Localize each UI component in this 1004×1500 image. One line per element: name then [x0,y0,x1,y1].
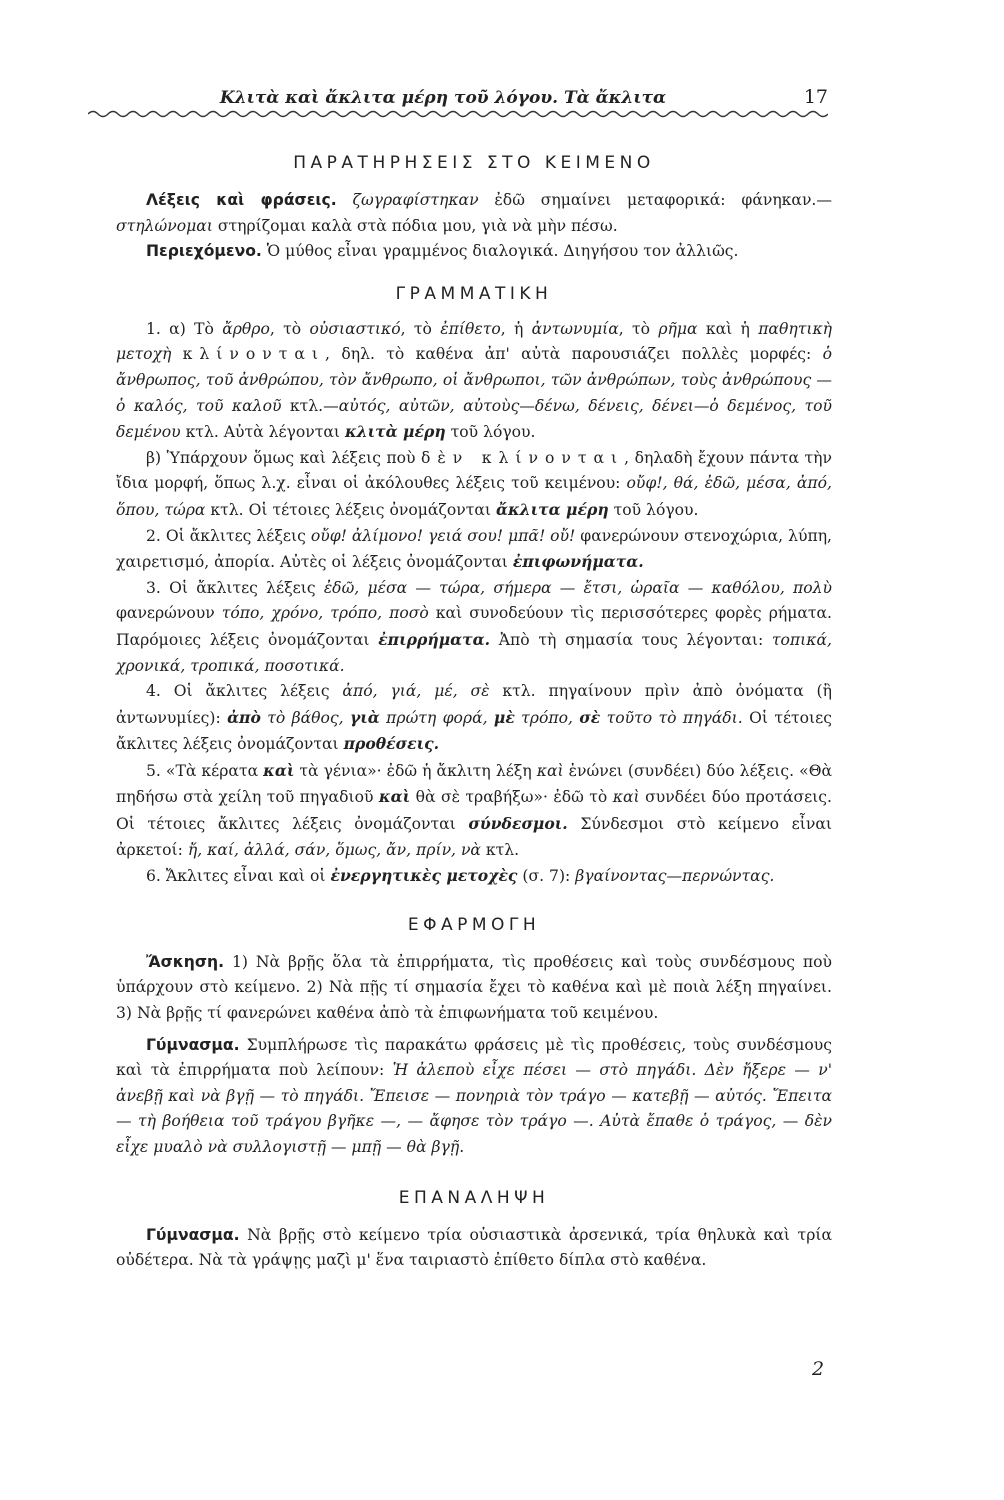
label-content: Περιεχόμενο. [146,242,262,261]
paragraph-drill-fill-in: Γύμνασμα. Συμπλήρωσε τὶς παρακάτω φράσεις μὲ τὶς προθέσεις, τοὺς συνδέσμους καὶ τὰ ἐπιρρήματα ποὺ λείπουν: Ἡ ἀλεποὺ εἶχε πέσει — στὸ πηγάδι. Δὲν ἤξερε — ν' ἀνεβῇ καὶ νὰ βγῇ — τὸ πηγάδι. Ἔπεισε — πονηριὰ τὸν τράγο — κατεβῇ — αὐτός. Ἔπειτα — τὴ βοήθεια τοῦ τράγου βγῆκε —, — ἄφησε τὸν τράγο —. Αὐτὰ ἔπαθε ὁ τράγος, — δὲν εἶχε μυαλὸ νὰ συλλογιστῇ — μπῇ — θὰ βγῇ. [116,1035,833,1156]
paragraph-grammar-4: 4. Οἱ ἄκλιτες λέξεις ἀπό, γιά, μέ, σὲ κτλ. πηγαίνουν πρὶν ἀπὸ ὀνόματα (ἢ ἀντωνυμίες): ἀπὸ τὸ βάθος, γιὰ πρώτη φορά, μὲ τρόπο, σὲ τοῦτο τὸ πηγάδι. Οἱ τέτοιες ἄκλιτες λέξεις ὀνομάζονται προθέσεις. [116,682,832,754]
heading-application: ΕΦΑΡΜΟΓΗ [407,914,541,935]
label-drill: Γύμνασμα. [146,1035,240,1054]
signature-mark: 2 [812,1358,825,1380]
page-body [116,150,832,1274]
paragraph-grammar-5: 5. «Τὰ κέρατα καὶ τὰ γένια»· ἐδῶ ἡ ἄκλιτη λέξη καὶ ἑνώνει (συνδέει) δύο λέξεις. «Θὰ πηδήσω στὰ χείλη τοῦ πηγαδιοῦ καὶ θὰ σὲ τραβήξω»· ἐδῶ τὸ καὶ συνδέει δύο προτάσεις. Οἱ τέτοιες ἄκλιτες λέξεις ὀνομάζονται σύνδεσμοι. Σύνδεσμοι στὸ κείμενο εἶναι ἀρκετοί: ἤ, καί, ἀλλά, σάν, ὅμως, ἄν, πρίν, νὰ κτλ. [116,760,833,859]
heading-grammar: ΓΡΑΜΜΑΤΙΚΗ [395,283,553,304]
wavy-rule [88,108,828,120]
label-exercise: Ἄσκηση. [146,952,225,971]
heading-review: ΕΠΑΝΑΛΗΨΗ [398,1187,550,1208]
page-number: 17 [803,86,828,108]
paragraph-grammar-2: 2. Οἱ ἄκλιτες λέξεις οὔφ! ἀλίμονο! γειά σου! μπᾶ! οὔ! φανερώνουν στενοχώρια, λύπη, χαιρετισμό, ἀπορία. Αὐτὲς οἱ λέξεις ὀνομάζονται ἐπιφωνήματα. [116,526,833,572]
paragraph-exercise: Ἄσκηση. 1) Νὰ βρῇς ὅλα τὰ ἐπιρρήματα, τὶς προθέσεις καὶ τοὺς συνδέσμους ποὺ ὑπάρχουν στὸ κείμενο. 2) Νὰ πῇς τί σημασία ἔχει τὸ καθένα καὶ μὲ ποιὰ λέξη πηγαίνει. 3) Νὰ βρῇς τί φανερώνει καθένα ἀπὸ τὰ ἐπιφωνήματα τοῦ κειμένου. [116,952,832,1023]
paragraph-grammar-1b: β) Ὑπάρχουν ὅμως καὶ λέξεις ποὺ δὲν κλίνονται, δηλαδὴ ἔχουν πάντα τὴν ἴδια μορφή, ὅπως λ.χ. εἶναι οἱ ἀκόλουθες λέξεις τοῦ κειμένου: οὔφ!, θά, ἐδῶ, μέσα, ἀπό, ὅπου, τώρα κτλ. Οἱ τέτοιες λέξεις ὀνομάζονται ἄκλιτα μέρη τοῦ λόγου. [116,448,832,519]
paragraph-grammar-6: 6. Ἄκλιτες εἶναι καὶ οἱ ἐνεργητικὲς μετοχὲς (σ. 7): βγαίνοντας—περνώντας. [146,866,775,886]
running-title: Κλιτὰ καὶ ἄκλιτα μέρη τοῦ λόγου. Τὰ ἄκλιτα [219,88,667,108]
running-header [118,86,828,116]
paragraph-grammar-3: 3. Οἱ ἄκλιτες λέξεις ἐδῶ, μέσα — τώρα, σήμερα — ἔτσι, ὡραῖα — καθόλου, πολὺ φανερώνουν τόπο, χρόνο, τρόπο, ποσὸ καὶ συνοδεύουν τὶς περισσότερες φορὲς ρήματα. Παρόμοιες λέξεις ὀνομάζονται ἐπιρρήματα. Ἀπὸ τὴ σημασία τους λέγονται: τοπικά, χρονικά, τροπικά, ποσοτικά. [116,578,833,675]
heading-observations: ΠΑΡΑΤΗΡΗΣΕΙΣ ΣΤΟ ΚΕΙΜΕΝΟ [293,153,655,173]
label-words-phrases: Λέξεις καὶ φράσεις. [146,191,337,209]
paragraph-content: Περιεχόμενο. Ὁ μύθος εἶναι γραμμένος διαλογικά. Διηγήσου τον ἀλλιῶς. [146,242,739,261]
paragraph-grammar-1a: 1. α) Τὸ ἄρθρο, τὸ οὐσιαστικό, τὸ ἐπίθετο, ἡ ἀντωνυμία, τὸ ρῆμα καὶ ἡ παθητικὴ μετοχὴ κλίνονται, δηλ. τὸ καθένα ἀπ' αὐτὰ παρουσιάζει πολλὲς μορφές: ὁ ἄνθρωπος, τοῦ ἀνθρώπου, τὸν ἄνθρωπο, οἱ ἄνθρωποι, τῶν ἀνθρώπων, τοὺς ἀνθρώπους — ὁ καλός, τοῦ καλοῦ κτλ.—αὐτός, αὐτῶν, αὐτοὺς—δένω, δένεις, δένει—ὁ δεμένος, τοῦ δεμένου κτλ. Αὐτὰ λέγονται κλιτὰ μέρη τοῦ λόγου. [116,319,833,442]
paragraph-words-phrases: Λέξεις καὶ φράσεις. ζωγραφίστηκαν ἐδῶ σημαίνει μεταφορικά: φάνηκαν.—στηλώνομαι στηρίζομαι καλὰ στὰ πόδια μου, γιὰ νὰ μὴν πέσω. [116,191,832,235]
label-review-drill: Γύμνασμα. [146,1225,240,1244]
paragraph-review-drill: Γύμνασμα. Νὰ βρῇς στὸ κείμενο τρία οὐσιαστικὰ ἀρσενικά, τρία θηλυκὰ καὶ τρία οὐδέτερα. Νὰ τὰ γράψῃς μαζὶ μ' ἕνα ταιριαστὸ ἐπίθετο δίπλα στὸ καθένα. [116,1225,832,1270]
